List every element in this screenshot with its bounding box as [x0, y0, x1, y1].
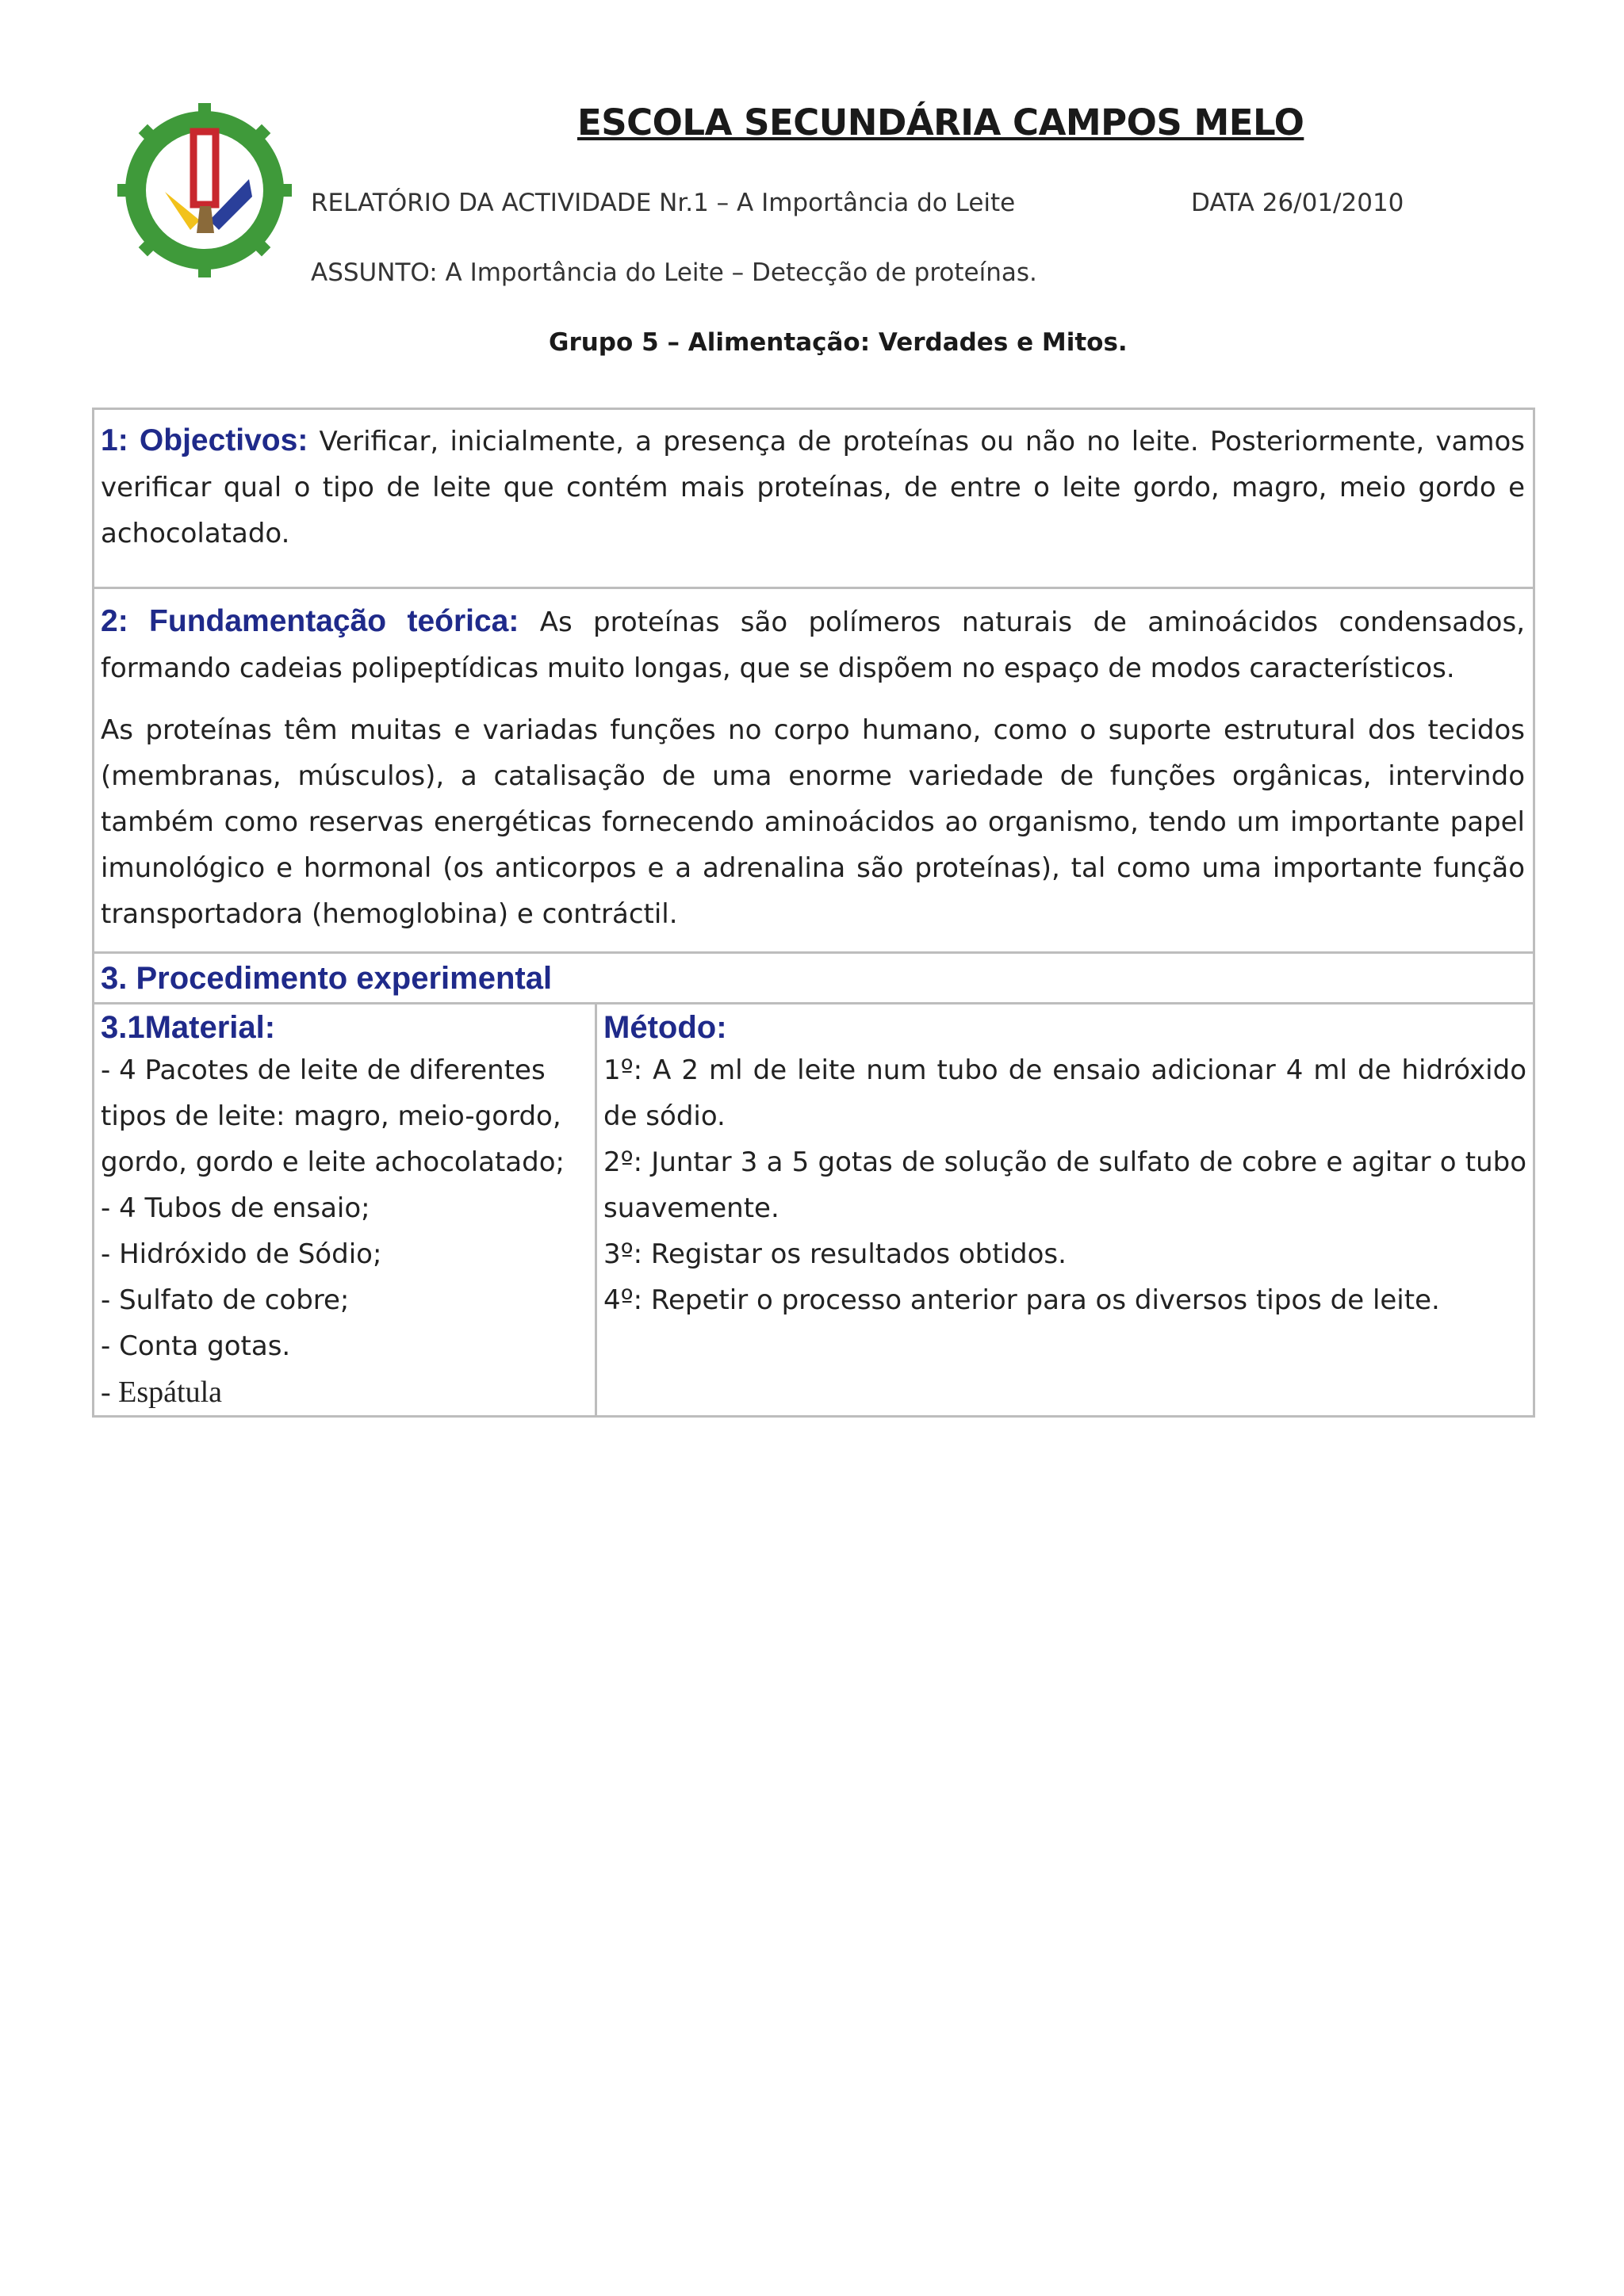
material-item: gordo, gordo e leite achocolatado; — [101, 1146, 565, 1178]
theory-text-1: As proteínas são polímeros naturais de aminoácidos condensados, formando cadeias polipeptídicas muito longas, que se dispõem no espaço de modos característicos. — [101, 607, 1525, 684]
procedure-heading-row — [94, 954, 1533, 1004]
objectives-text: Verificar, inicialmente, a presença de proteínas ou não no leite. Posteriormente, vamos verificar qual o tipo de leite que contém mais proteínas, de entre o leite gordo, magro, meio gordo e achocolatado. — [101, 426, 1525, 549]
material-item: - Hidróxido de Sódio; — [101, 1238, 382, 1270]
report-table — [92, 408, 1535, 1418]
method-step: 3º: Registar os resultados obtidos. — [603, 1238, 1067, 1270]
method-step: 1º: A 2 ml de leite num tubo de ensaio adicionar 4 ml de hidróxido de sódio. — [603, 1054, 1526, 1132]
material-item: tipos de leite: magro, meio-gordo, — [101, 1100, 561, 1132]
report-subject: ASSUNTO: A Importância do Leite – Detecção de proteínas. — [311, 258, 1037, 287]
school-name: ESCOLA SECUNDÁRIA CAMPOS MELO — [577, 101, 1304, 144]
method-step: 4º: Repetir o processo anterior para os diversos tipos de leite. — [603, 1284, 1440, 1316]
theory-text-2: As proteínas têm muitas e variadas funções no corpo humano, como o suporte estrutural dos tecidos (membranas, músculos), a catalisação de uma enorme variedade de funções orgânicas, intervindo também como reservas energéticas fornecendo aminoácidos ao organismo, tendo um importante papel imunológico e hormonal (os anticorpos e a adrenalina são proteínas), tal como uma importante função transportadora (hemoglobina) e contráctil. — [101, 714, 1525, 930]
report-date: DATA 26/01/2010 — [1191, 189, 1404, 217]
material-item: - 4 Tubos de ensaio; — [101, 1192, 370, 1224]
report-title: RELATÓRIO DA ACTIVIDADE Nr.1 – A Importância do Leite — [311, 189, 1016, 217]
group-label: Grupo 5 – Alimentação: Verdades e Mitos. — [549, 328, 1128, 357]
method-step: 2º: Juntar 3 a 5 gotas de solução de sulfato de cobre e agitar o tubo suavemente. — [603, 1146, 1526, 1224]
school-seal-logo — [117, 103, 292, 277]
objectives-section — [94, 410, 1533, 589]
material-heading: 3.1Material: — [101, 1010, 276, 1045]
theory-section — [94, 589, 1533, 954]
material-column — [94, 1004, 597, 1415]
procedure-body — [94, 1004, 1533, 1415]
objectives-heading: 1: Objectivos: — [101, 423, 308, 457]
material-item: - Espátula — [101, 1376, 223, 1409]
theory-heading: 2: Fundamentação teórica: — [101, 604, 519, 638]
procedure-heading: 3. Procedimento experimental — [101, 961, 553, 996]
material-item: - Sulfato de cobre; — [101, 1284, 350, 1316]
material-item: - Conta gotas. — [101, 1330, 291, 1362]
method-column — [597, 1004, 1533, 1415]
material-item: - 4 Pacotes de leite de diferentes — [101, 1054, 546, 1086]
method-heading: Método: — [603, 1010, 727, 1045]
